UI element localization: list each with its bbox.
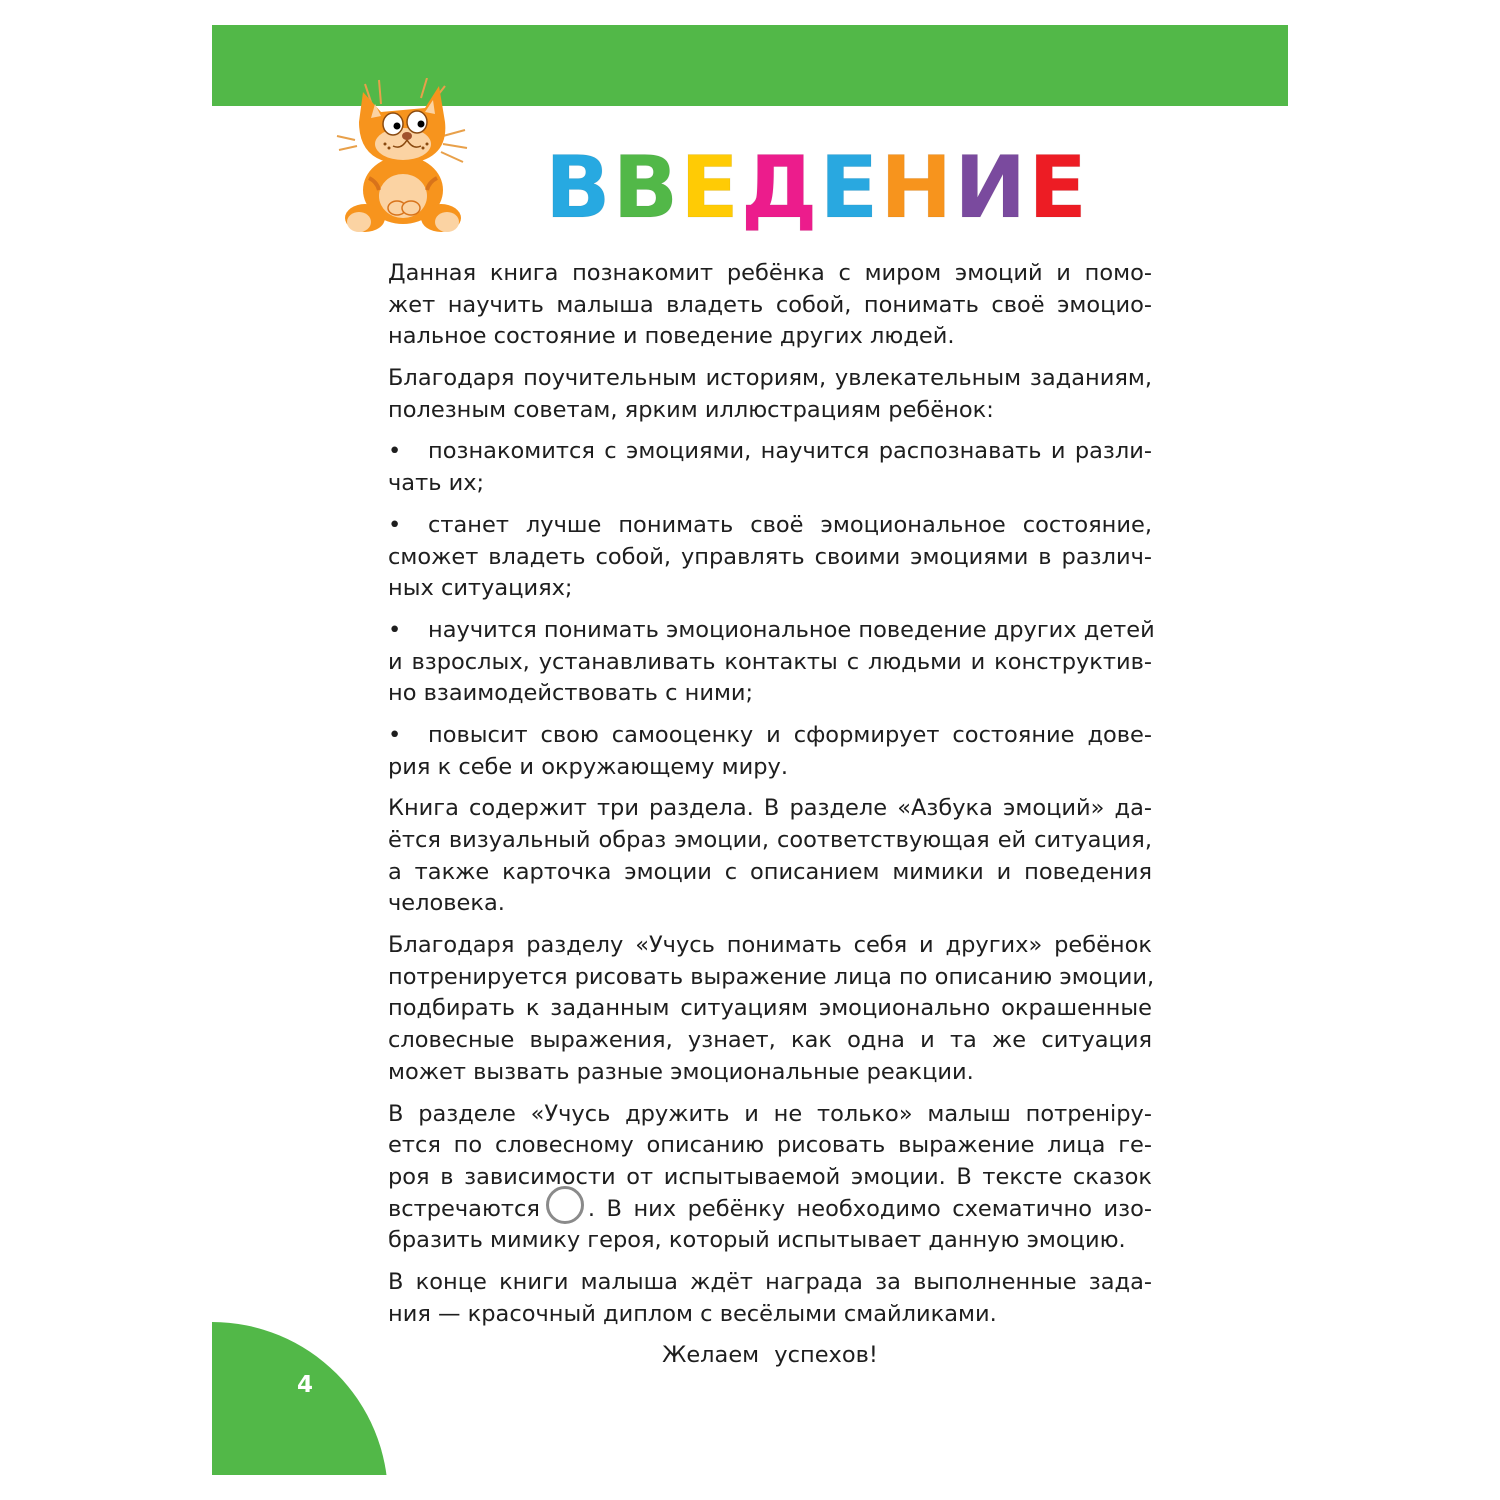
title-letter: Н (880, 138, 955, 238)
text-line: человека. (388, 890, 505, 917)
text-line: ния — красочный диплом с весёлыми смайликами. (388, 1300, 997, 1327)
text-line: • научится понимать эмоциональное поведение других детей (388, 615, 1152, 647)
text-line: В конце книги малыша ждёт награда за выполненные зада- (388, 1268, 1152, 1295)
body-text (388, 258, 1155, 1340)
text-line: сможет владеть собой, управлять своими эмоциями в различ- (388, 543, 1152, 570)
text-line: Благодаря разделу «Учусь понимать себя и других» ребёнок (388, 932, 1152, 959)
title-letter: Е (1028, 138, 1089, 238)
text-line: рия к себе и окружающему миру. (388, 753, 788, 780)
bullet-paragraph (388, 436, 1152, 499)
text-line: но взаимодействовать с ними; (388, 680, 754, 707)
text-line: Книга содержит три раздела. В разделе «Азбука эмоций» да- (388, 795, 1152, 822)
page-title (545, 138, 1089, 238)
bullet-icon: • (388, 721, 402, 748)
page-number-circle (212, 1322, 388, 1475)
bullet-icon: • (388, 616, 402, 643)
title-letter: В (545, 138, 613, 238)
text-line: Данная книга познакомит ребёнка с миром эмоций и помо- (388, 260, 1152, 286)
text-line: В разделе «Учусь дружить и не только» малыш потренiру- (388, 1100, 1152, 1127)
page-number: 4 (296, 1372, 313, 1398)
bullet-icon: • (388, 511, 402, 538)
paragraph (388, 1267, 1152, 1330)
text-line: • станет лучше понимать своё эмоциональное состояние, (388, 510, 1152, 542)
text-line: бразить мимику героя, который испытывает данную эмоцию. (388, 1227, 1126, 1254)
paragraph (388, 363, 1152, 426)
title-letter: Е (819, 138, 881, 238)
text-line: ных ситуациях; (388, 575, 573, 602)
text-line: Благодаря поучительным историям, увлекательным заданиям, (388, 365, 1152, 392)
text-line-with-face-circle: встречаются . В них ребёнку необходимо схематично изо- (388, 1194, 1152, 1226)
text-line: полезным советам, ярким иллюстрациям ребёнок: (388, 396, 994, 423)
paragraph (388, 793, 1152, 920)
text-line: нальное состояние и поведение других людей. (388, 323, 955, 350)
text-line: подбирать к заданным ситуациям эмоционально окрашенные (388, 995, 1152, 1022)
bullet-paragraph (388, 615, 1155, 710)
title-letter: Е (680, 138, 741, 238)
title-letter: В (612, 138, 681, 238)
bullet-icon: • (388, 438, 402, 465)
bullet-paragraph (388, 510, 1152, 605)
text-line: ется по словесному описанию рисовать выражение лица ге- (388, 1132, 1152, 1159)
text-line: жет научить малыша владеть собой, понимать своё эмоцио- (388, 291, 1152, 318)
paragraph (388, 1099, 1152, 1257)
title-letter: Д (740, 138, 820, 238)
text-line: • повысит свою самооценку и сформирует состояние дове- (388, 720, 1152, 752)
text-line: потренируется рисовать выражение лица по описанию эмоции, (388, 963, 1155, 990)
cartoon-cat-illustration (335, 78, 470, 238)
title-letter: И (954, 138, 1029, 238)
text-line: • познакомится с эмоциями, научится распознавать и разли- (388, 436, 1152, 468)
closing-line: Желаем успехов! (662, 1342, 878, 1368)
paragraph (388, 258, 1152, 353)
bullet-paragraph (388, 720, 1152, 783)
text-line: ётся визуальный образ эмоции, соответствующая ей ситуация, (388, 827, 1152, 853)
paragraph (388, 930, 1155, 1088)
text-line: роя в зависимости от испытываемой эмоции. В тексте сказок (388, 1163, 1152, 1190)
text-line: словесные выражения, узнает, как одна и та же ситуация (388, 1027, 1152, 1054)
text-line: и взрослых, устанавливать контакты с людьми и конструктив- (388, 648, 1152, 675)
text-line: а также карточка эмоции с описанием мимики и поведения (388, 858, 1152, 885)
text-line: чать их; (388, 470, 485, 497)
text-line: может вызвать разные эмоциональные реакции. (388, 1058, 974, 1085)
empty-face-circle-icon (546, 1186, 584, 1224)
